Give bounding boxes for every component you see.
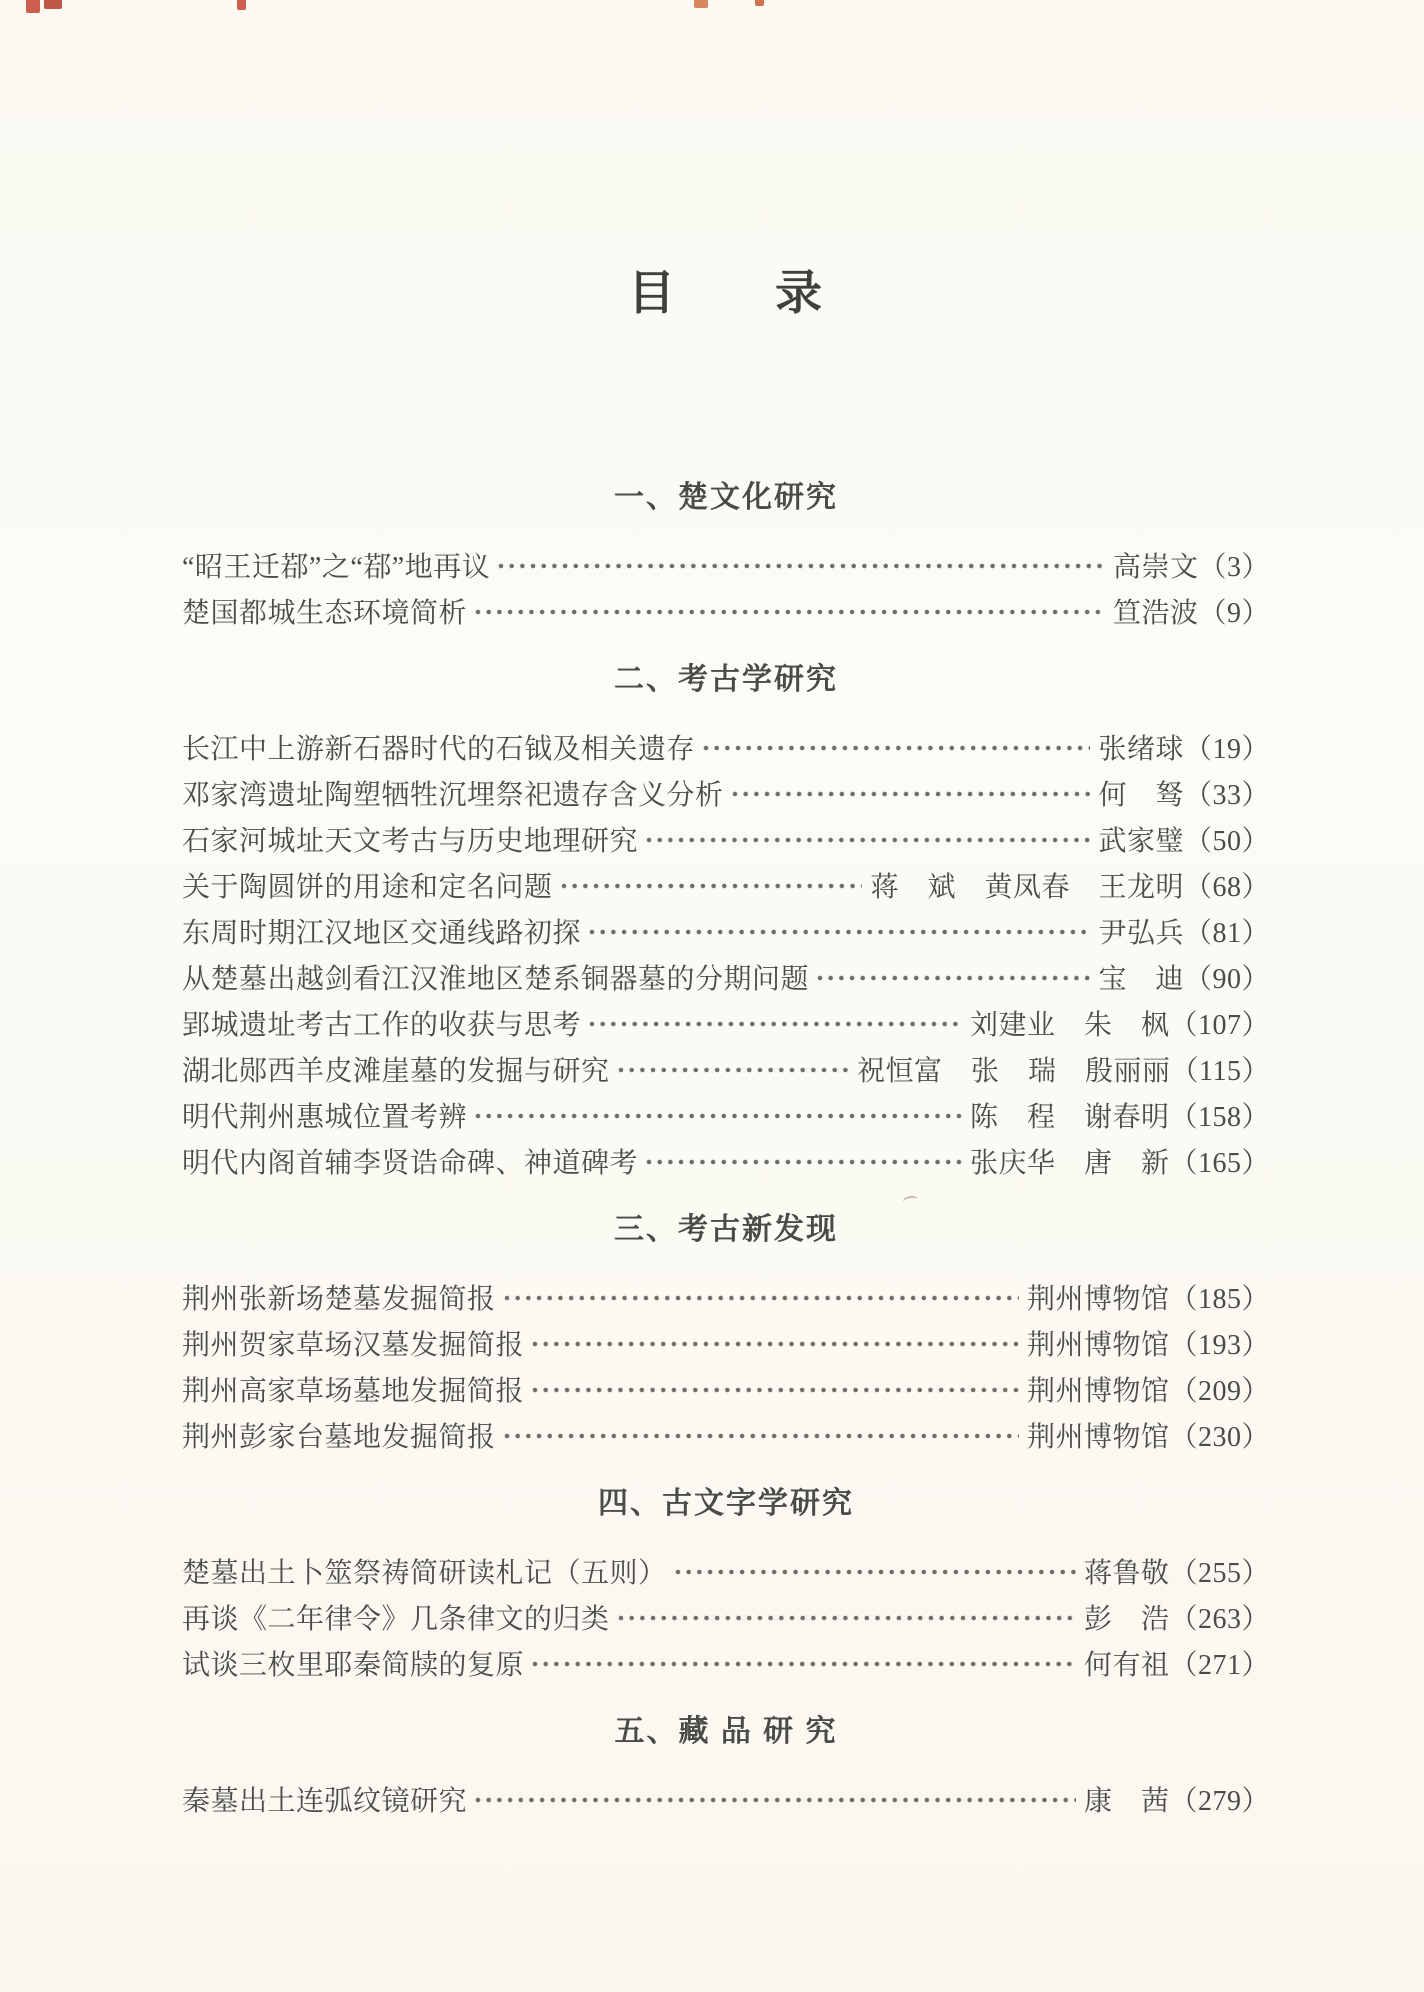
entry-title: 秦墓出土连弧纹镜研究 — [182, 1786, 468, 1817]
dotted-leader — [473, 1100, 962, 1130]
dotted-leader — [701, 732, 1090, 762]
section-collection-studies — [182, 1710, 1270, 1822]
entry-author-page: 笪浩波（9） — [1112, 598, 1270, 629]
entry-title: 荆州彭家台墓地发掘简报 — [182, 1422, 496, 1453]
toc-entry — [182, 588, 1270, 634]
section-paleography — [182, 1482, 1270, 1686]
entry-author-page: 尹弘兵（81） — [1098, 918, 1270, 949]
toc-entry — [182, 1412, 1270, 1458]
dotted-leader — [496, 550, 1105, 580]
section-heading: 一、楚文化研究 — [614, 481, 838, 514]
entry-author-page: 高崇文（3） — [1112, 552, 1270, 583]
entry-title: 明代内阁首辅李贤诰命碑、神道碑考 — [182, 1148, 639, 1179]
dotted-leader — [815, 962, 1090, 992]
entry-title: 再谈《二年律令》几条律文的归类 — [182, 1604, 610, 1635]
entry-author-page: 刘建业 朱 枫（107） — [969, 1010, 1270, 1041]
entry-title: 关于陶圆饼的用途和定名问题 — [182, 872, 553, 903]
entry-author-page: 蒋鲁敬（255） — [1083, 1558, 1270, 1589]
section-heading: 二、考古学研究 — [614, 663, 838, 696]
entry-title: 石家河城址天文考古与历史地理研究 — [182, 826, 639, 857]
dotted-leader — [530, 1328, 1019, 1358]
toc-entry — [182, 1274, 1270, 1320]
entry-title: 长江中上游新石器时代的石钺及相关遗存 — [182, 734, 696, 765]
entry-title: 湖北郧西羊皮滩崖墓的发掘与研究 — [182, 1056, 610, 1087]
dotted-leader — [616, 1054, 850, 1084]
section-heading: 四、古文字学研究 — [598, 1487, 854, 1520]
entry-author-page: 彭 浩（263） — [1083, 1604, 1270, 1635]
dotted-leader — [473, 596, 1105, 626]
section-heading: 五、藏 品 研 究 — [614, 1715, 838, 1748]
toc-entry — [182, 542, 1270, 588]
dotted-leader — [644, 824, 1090, 854]
dotted-leader — [587, 1008, 962, 1038]
toc-entry — [182, 862, 1270, 908]
entry-author-page: 何有祖（271） — [1083, 1650, 1270, 1681]
entry-title: “昭王迁鄀”之“鄀”地再议 — [182, 552, 491, 583]
entry-title: 楚国都城生态环境简析 — [182, 598, 468, 629]
entry-author-page: 蒋 斌 黄凤春 王龙明（68） — [870, 872, 1270, 903]
dotted-leader — [644, 1146, 962, 1176]
toc-entry — [182, 1138, 1270, 1184]
entry-author-page: 祝恒富 张 瑞 殷丽丽（115） — [857, 1056, 1270, 1087]
entry-author-page: 宝 迪（90） — [1098, 964, 1270, 995]
toc-entry — [182, 1640, 1270, 1686]
entry-author-page: 荆州博物馆（185） — [1026, 1284, 1270, 1315]
entry-author-page: 何 驽（33） — [1098, 780, 1270, 811]
entry-title: 楚墓出土卜筮祭祷简研读札记（五则） — [182, 1558, 667, 1589]
scan-artifact-mark — [694, 0, 708, 8]
entry-title: 荆州贺家草场汉墓发掘简报 — [182, 1330, 525, 1361]
entry-title: 东周时期江汉地区交通线路初探 — [182, 918, 582, 949]
toc-entry — [182, 1548, 1270, 1594]
dotted-leader — [587, 916, 1090, 946]
entry-title: 试谈三枚里耶秦简牍的复原 — [182, 1650, 525, 1681]
scan-smudge — [902, 1195, 918, 1206]
dotted-leader — [502, 1282, 1019, 1312]
scan-artifact-mark — [755, 0, 764, 6]
toc-entry — [182, 1366, 1270, 1412]
entry-author-page: 康 茜（279） — [1083, 1786, 1270, 1817]
toc-entry — [182, 1000, 1270, 1046]
toc-entry — [182, 816, 1270, 862]
entry-title: 荆州高家草场墓地发掘简报 — [182, 1376, 525, 1407]
dotted-leader — [473, 1784, 1076, 1814]
dotted-leader — [530, 1374, 1019, 1404]
entry-author-page: 荆州博物馆（209） — [1026, 1376, 1270, 1407]
page-title: 目 录 — [628, 268, 824, 320]
entry-title: 明代荆州惠城位置考辨 — [182, 1102, 468, 1133]
dotted-leader — [559, 870, 863, 900]
section-heading: 三、考古新发现 — [614, 1213, 838, 1246]
entry-title: 邓家湾遗址陶塑牺牲沉埋祭祀遗存含义分析 — [182, 780, 724, 811]
entry-author-page: 张绪球（19） — [1098, 734, 1270, 765]
toc-entry — [182, 908, 1270, 954]
dotted-leader — [616, 1602, 1076, 1632]
toc-entry — [182, 1776, 1270, 1822]
scan-artifact-mark — [237, 0, 246, 10]
entry-author-page: 陈 程 谢春明（158） — [969, 1102, 1270, 1133]
dotted-leader — [502, 1420, 1019, 1450]
dotted-leader — [730, 778, 1091, 808]
dotted-leader — [530, 1648, 1076, 1678]
entry-author-page: 武家璧（50） — [1098, 826, 1270, 857]
entry-author-page: 张庆华 唐 新（165） — [969, 1148, 1270, 1179]
toc-entry — [182, 1594, 1270, 1640]
entry-author-page: 荆州博物馆（230） — [1026, 1422, 1270, 1453]
toc-entry — [182, 724, 1270, 770]
scan-artifact-mark — [26, 0, 40, 13]
dotted-leader — [673, 1556, 1076, 1586]
section-archaeology-research — [182, 658, 1270, 1184]
entry-author-page: 荆州博物馆（193） — [1026, 1330, 1270, 1361]
toc-entry — [182, 954, 1270, 1000]
toc-entry — [182, 1046, 1270, 1092]
section-new-discoveries — [182, 1208, 1270, 1458]
toc-entry — [182, 1092, 1270, 1138]
toc-entry — [182, 770, 1270, 816]
toc-entry — [182, 1320, 1270, 1366]
entry-title: 从楚墓出越剑看江汉淮地区楚系铜器墓的分期问题 — [182, 964, 810, 995]
entry-title: 荆州张新场楚墓发掘简报 — [182, 1284, 496, 1315]
entry-title: 郢城遗址考古工作的收获与思考 — [182, 1010, 582, 1041]
scan-artifact-mark — [44, 0, 62, 9]
section-chu-culture — [182, 476, 1270, 634]
